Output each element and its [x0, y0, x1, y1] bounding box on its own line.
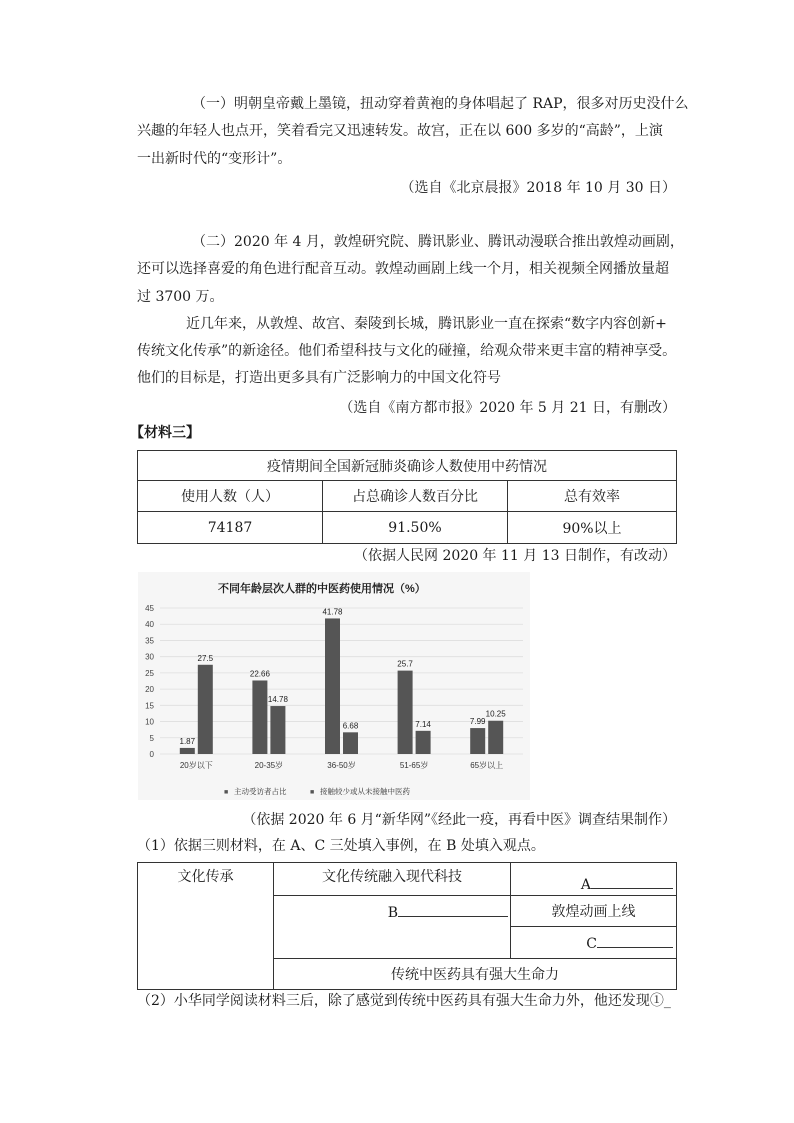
y-tick-label: 5: [149, 733, 154, 743]
blank-b-label: B: [387, 905, 398, 921]
bar-1-4: [398, 671, 413, 754]
material2-line-4: 近几年来，从敦煌、故宫、秦陵到长城，腾讯影业一直在探索“数字内容创新+: [186, 316, 667, 332]
y-tick-label: 40: [145, 620, 154, 630]
answer-table: [137, 862, 677, 990]
material3-heading: 【材料三】: [130, 425, 200, 441]
y-tick-label: 30: [145, 652, 154, 662]
table-title: 疫情期间全国新冠肺炎确诊人数使用中药情况: [138, 451, 677, 481]
material1-source: （选自《北京晨报》2018 年 10 月 30 日）: [400, 180, 676, 196]
bar-value-label: 7.99: [469, 717, 486, 727]
table-header-percentage: 占总确诊人数百分比: [323, 481, 508, 512]
y-tick-label: 0: [149, 750, 154, 759]
legend-label-2: 接触较少或从未接触中医药: [320, 787, 410, 796]
answer-table-example2: 敦煌动画上线: [511, 896, 677, 927]
blank-c-label: C: [586, 936, 597, 952]
chart-source: （依据 2020 年 6 月“新华网”《经此一疫，再看中医》调查结果制作）: [242, 812, 676, 828]
answer-table-culture-cell: 文化传承: [138, 863, 274, 990]
legend-label-1: 主动受访者占比: [234, 787, 287, 796]
y-tick-label: 20: [145, 685, 154, 695]
x-tick-label: 36-50岁: [327, 761, 356, 770]
material2-source: （选自《南方都市报》2020 年 5 月 21 日，有删改）: [339, 400, 676, 416]
answer-table-cell-c[interactable]: [511, 927, 677, 959]
medicine-usage-table: [137, 450, 677, 544]
bar-2-2: [270, 706, 285, 754]
table-header-users: 使用人数（人）: [138, 481, 323, 512]
bar-value-label: 25.7: [397, 659, 413, 669]
question1-prompt: （1）依据三则材料，在 A、C 三处填入事例，在 B 处填入观点。: [137, 838, 545, 854]
answer-table-bottom-point: 传统中医药具有强大生命力: [274, 959, 677, 990]
legend-marker-1: ■: [224, 789, 229, 796]
material2-line-2: 还可以选择喜爱的角色进行配音互动。敦煌动画剧上线一个月，相关视频全网播放量超: [137, 261, 669, 277]
bar-value-label: 7.14: [415, 719, 431, 729]
bar-value-label: 22.66: [249, 669, 270, 679]
table-cell-efficacy: 90%以上: [508, 512, 677, 544]
question2-prompt: （2）小华同学阅读材料三后，除了感觉到传统中医药具有强大生命力外，他还发现①_: [137, 993, 671, 1009]
table-source: （依据人民网 2020 年 11 月 13 日制作，有改动）: [354, 548, 676, 564]
bar-1-5: [470, 728, 485, 754]
bar-value-label: 6.68: [342, 721, 359, 731]
y-tick-label: 35: [145, 636, 154, 646]
bar-2-1: [198, 665, 213, 754]
age-group-bar-chart: [138, 572, 530, 800]
answer-table-cell-a[interactable]: [511, 863, 677, 896]
bar-value-label: 10.25: [485, 709, 506, 719]
bar-1-1: [180, 748, 195, 754]
y-tick-label: 25: [145, 668, 154, 678]
material2-line-5: 传统文化传承”的新途径。他们希望科技与文化的碰撞，给观众带来更丰富的精神享受。: [137, 343, 677, 359]
y-tick-label: 15: [145, 701, 154, 711]
blank-a[interactable]: [591, 874, 673, 889]
bar-1-3: [325, 618, 340, 754]
y-tick-label: 10: [145, 717, 154, 727]
material1-line-1: （一）明朝皇帝戴上墨镜，扭动穿着黄袍的身体唱起了 RAP，很多对历史没什么: [192, 96, 689, 112]
x-tick-label: 65岁以上: [470, 761, 504, 770]
bar-value-label: 14.78: [267, 695, 288, 705]
x-tick-label: 51-65岁: [399, 761, 429, 770]
bar-value-label: 41.78: [322, 607, 343, 617]
blank-c[interactable]: [597, 933, 673, 948]
material1-line-3: 一出新时代的“变形计”。: [137, 151, 292, 167]
material2-line-1: （二）2020 年 4 月，敦煌研究院、腾讯影业、腾讯动漫联合推出敦煌动画剧，: [192, 234, 684, 250]
x-tick-label: 20岁以下: [179, 761, 213, 770]
blank-b[interactable]: [398, 902, 508, 917]
table-cell-users: 74187: [138, 512, 323, 544]
y-tick-label: 45: [145, 604, 154, 613]
material2-line-3: 过 3700 万。: [137, 289, 224, 305]
material2-line-6: 他们的目标是，打造出更多具有广泛影响力的中国文化符号: [137, 370, 501, 386]
legend-marker-2: ■: [310, 789, 315, 796]
table-cell-percentage: 91.50%: [323, 512, 508, 544]
bar-1-2: [252, 680, 267, 754]
bar-value-label: 27.5: [197, 653, 214, 663]
chart-title: 不同年龄层次人群的中医药使用情况（%）: [218, 583, 426, 595]
bar-2-4: [416, 731, 431, 754]
answer-table-row1-point: 文化传统融入现代科技: [274, 863, 511, 896]
bar-value-label: 1.87: [179, 736, 196, 746]
x-tick-label: 20-35岁: [254, 761, 284, 770]
answer-table-cell-b[interactable]: [274, 896, 511, 959]
blank-a-label: A: [580, 877, 591, 893]
bar-2-3: [343, 732, 358, 754]
table-header-efficacy: 总有效率: [508, 481, 677, 512]
material1-line-2: 兴趣的年轻人也点开，笑着看完又迅速转发。故宫，正在以 600 多岁的“高龄”，上演: [137, 123, 663, 139]
bar-2-5: [488, 721, 503, 754]
